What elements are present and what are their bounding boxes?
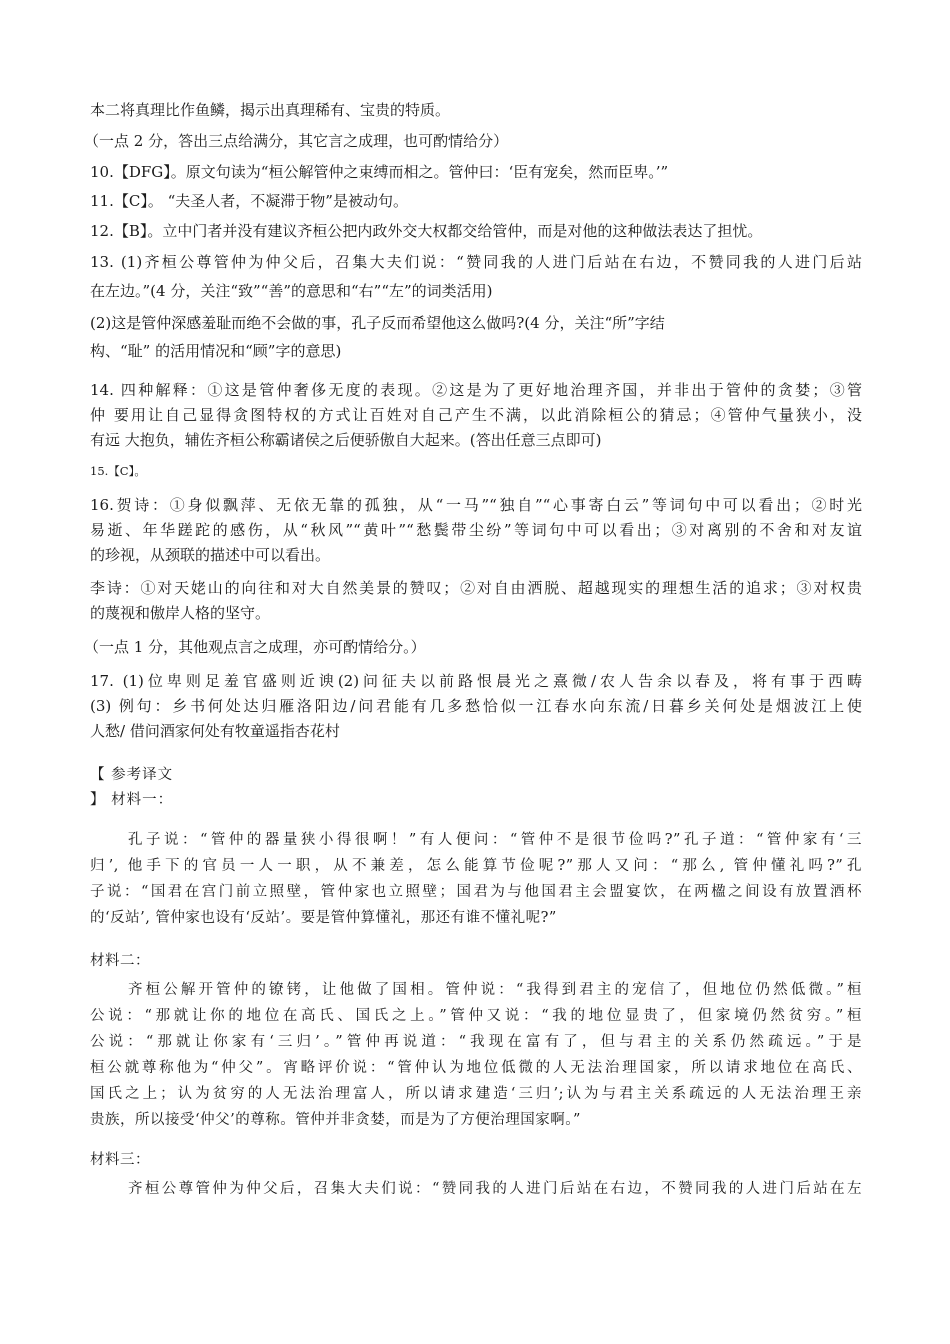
translation-line: 桓公就尊称他为“仲父”。宵略评价说：“管仲认为地位低微的人无法治理国家，所以请求地位在高氏、 [90, 1060, 862, 1076]
answer-15: 15.【C】。 [90, 464, 146, 478]
material-heading: 材料三： [90, 1152, 150, 1168]
text-line: (2)这是管仲深感羞耻而绝不会做的事，孔子反而希望他这么做吗?(4 分，关注“所”字结 [90, 314, 665, 332]
text-line: （一点 1 分，其他观点言之成理，亦可酌情给分。） [84, 638, 426, 656]
text-line: （一点 2 分，答出三点给满分，其它言之成理，也可酌情给分） [84, 132, 509, 150]
text-line: 李诗：①对天姥山的向往和对大自然美景的赞叹；②对自由洒脱、超越现实的理想生活的追求；③对权贵 [90, 579, 862, 597]
answer-10: 10.【DFG】。原文句读为“桓公解管仲之束缚而相之。管仲曰：‘臣有宠矣，然而臣卑。’” [90, 163, 669, 181]
text-line: 仲 要用让自己显得贪图特权的方式让百姓对自己产生不满，以此消除桓公的猜忌；④管仲气量狭小，没 [90, 406, 862, 424]
translation-line: 齐桓公尊管仲为仲父后，召集大夫们说：“赞同我的人进门后站在右边，不赞同我的人进门后站在左 [128, 1181, 862, 1197]
translation-line: 国氏之上；认为贫穷的人无法治理富人，所以请求建造‘三归’;认为与君主关系疏远的人无法治理王亲 [90, 1086, 862, 1102]
translation-line: 子说：“国君在宫门前立照壁，管仲家也立照壁；国君为与他国君主会盟宴饮，在两楹之间设有放置酒杯 [90, 884, 862, 900]
answer-16: 16.贺诗：①身似飘萍、无依无靠的孤独，从“一马”“独自”“心事寄白云”等词句中可以看出；②时光 [90, 496, 862, 514]
translation-line: 公说：“那就让你家有‘三归’。”管仲再说道：“我现在富有了，但与君主的关系仍然疏远。”于是 [90, 1034, 862, 1050]
text-line: 的蔑视和傲岸人格的坚守。 [90, 604, 271, 622]
text-line: 人愁/ 借问酒家何处有牧童遥指杏花村 [90, 722, 340, 740]
text-line: 本二将真理比作鱼鳞，揭示出真理稀有、宝贵的特质。 [90, 101, 451, 119]
text-line: 构、“耻” 的活用情况和“顾”字的意思) [90, 342, 342, 360]
material-heading: 材料二： [90, 953, 150, 969]
answer-17: 17. (1)位卑则足羞官盛则近谀(2)问征夫以前路恨晨光之熹微/农人告余以春及，将有事于西畴 [90, 672, 862, 690]
translation-line: 孔子说：“管仲的器量狭小得很啊！”有人便问：“管仲不是很节俭吗?”孔子道：“管仲家有‘三 [128, 832, 862, 848]
answer-11: 11.【C】。 “夫圣人者，不凝滞于物”是被动句。 [90, 192, 408, 210]
translation-line: 贵族，所以接受‘仲父’的尊称。管仲并非贪婪，而是为了方便治理国家啊。” [90, 1112, 581, 1128]
answer-14: 14. 四种解释：①这是管仲奢侈无度的表现。②这是为了更好地治理齐国，并非出于管仲的贪婪；③管 [90, 381, 862, 399]
text-line: (3) 例句：乡书何处达归雁洛阳边/问君能有几多愁恰似一江春水向东流/日暮乡关何处是烟波江上使 [90, 697, 862, 715]
answer-12: 12.【B】。立中门者并没有建议齐桓公把内政外交大权都交给管仲，而是对他的这种做法表达了担忧。 [90, 222, 763, 240]
translation-line: 公说：“那就让你的地位在高氏、国氏之上。”管仲又说：“我的地位显贵了，但家境仍然贫穷。”桓 [90, 1008, 862, 1024]
text-line: 易逝、年华蹉跎的感伤，从“秋风”“黄叶”“愁鬓带尘纷”等词句中可以看出；③对离别的不舍和对友谊 [90, 521, 862, 539]
text-line: 有远 大抱负，辅佐齐桓公称霸诸侯之后便骄傲自大起来。(答出任意三点即可) [90, 431, 602, 449]
section-heading: 【 参考译文 [90, 767, 174, 783]
text-line: 的珍视，从颈联的描述中可以看出。 [90, 546, 331, 564]
translation-line: 的‘反站’, 管仲家也设有‘反站’。要是管仲算懂礼，那还有谁不懂礼呢?” [90, 910, 557, 926]
answer-13: 13. (1)齐桓公尊管仲为仲父后，召集大夫们说：“赞同我的人进门后站在右边，不赞同我的人进门后站 [90, 253, 862, 271]
translation-line: 齐桓公解开管仲的镣铐，让他做了国相。管仲说：“我得到君主的宠信了，但地位仍然低微。”桓 [128, 982, 862, 998]
translation-line: 归’, 他手下的官员一人一职，从不兼差，怎么能算节俭呢?”那人又问：“那么, 管仲懂礼吗?”孔 [90, 858, 862, 874]
text-line: 在左边。”(4 分，关注“致”“善”的意思和“右”“左”的词类活用) [90, 282, 493, 300]
material-heading: 】 材料一： [90, 792, 174, 808]
